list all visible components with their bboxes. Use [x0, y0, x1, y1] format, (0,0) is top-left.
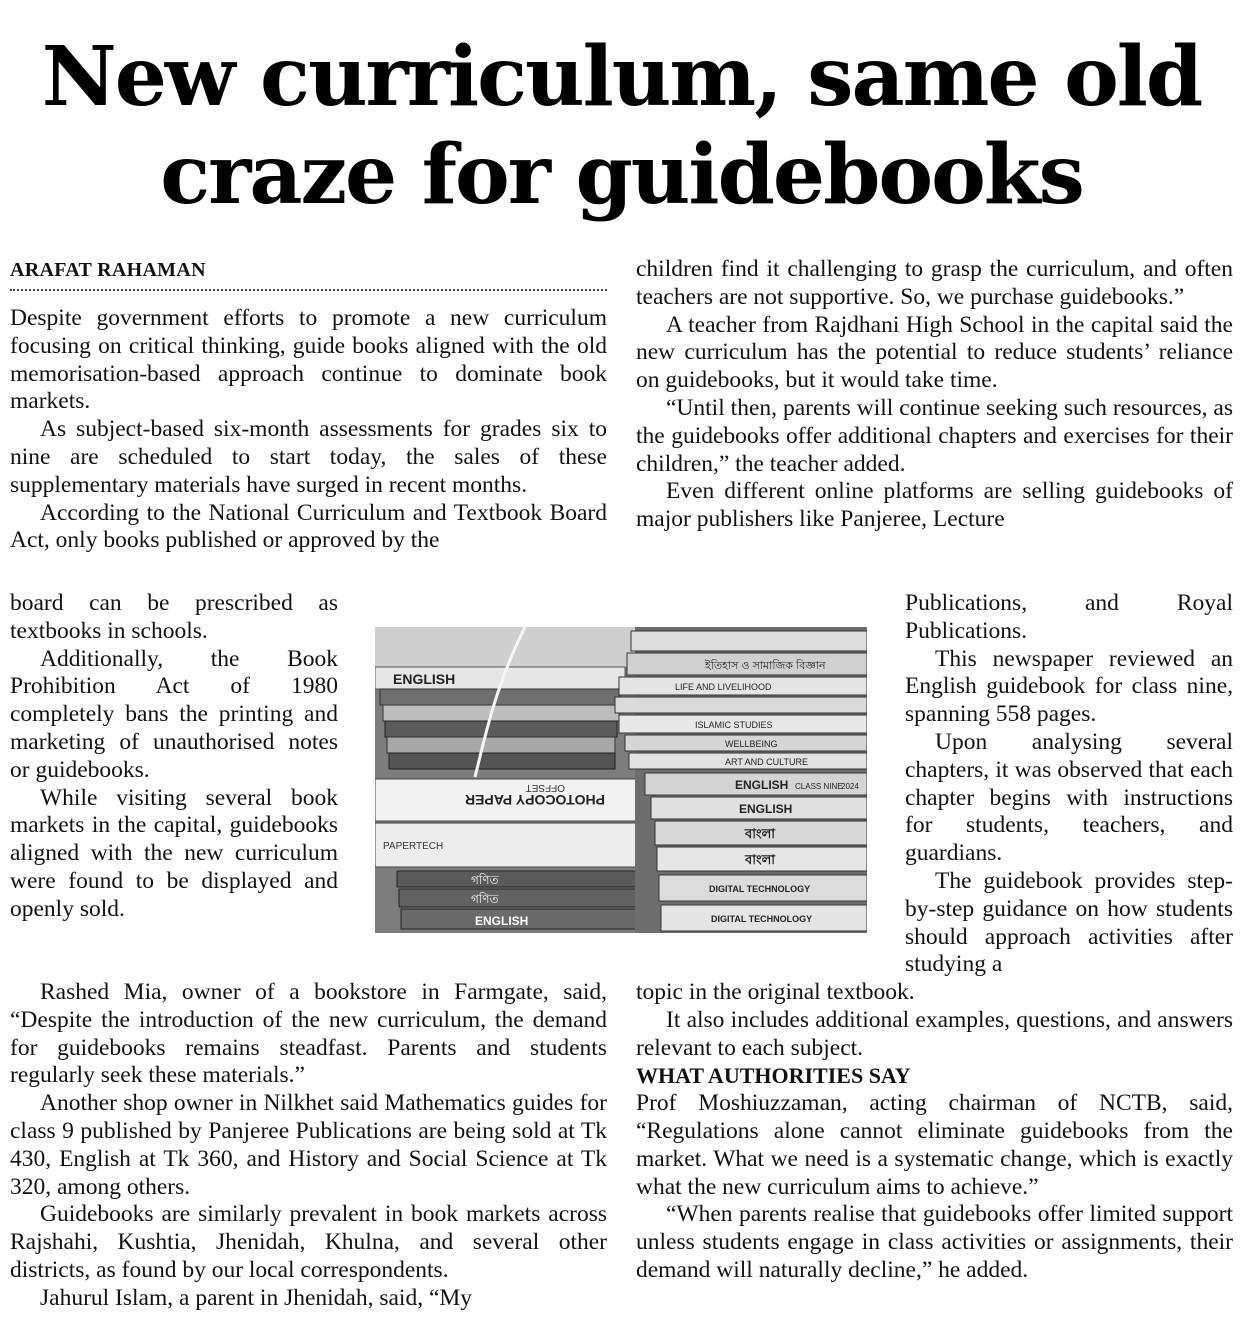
paragraph: The guidebook provides step-by-step guidance on how students should approach activities after studying a: [905, 867, 1233, 978]
book-spine-label: বাংলা: [745, 826, 776, 841]
book-spine-label: ENGLISH: [475, 914, 529, 928]
headline-line-2: craze for guidebooks: [160, 127, 1083, 223]
paragraph-continuation: board can be prescribed as textbooks in schools.: [10, 590, 338, 644]
paragraph: As subject-based six-month assessments for grades six to nine are scheduled to start today, the sales of these supplementary materials have surged in recent months.: [10, 416, 607, 498]
paragraph: A teacher from Rajdhani High School in the capital said the new curriculum has the potential to reduce students’ reliance on guidebooks, but it would take time.: [636, 311, 1233, 394]
book-spine-label: LIFE AND LIVELIHOOD: [675, 682, 772, 692]
column-1-lower: [10, 979, 607, 1313]
paragraph: “When parents realise that guidebooks offer limited support unless students engage in class activities or assignments, their demand will naturally decline,” he added.: [636, 1201, 1233, 1283]
paragraph: Even different online platforms are selling guidebooks of major publishers like Panjeree, Lecture: [636, 478, 1233, 533]
book-spine-label: ইতিহাস ও সামাজিক বিজ্ঞান: [705, 660, 826, 672]
paragraph-continuation: children find it challenging to grasp the curriculum, and often teachers are not supportive. So, we purchase guidebooks.”: [636, 256, 1233, 310]
paragraph: Prof Moshiuzzaman, acting chairman of NCTB, said, “Regulations alone cannot eliminate guidebooks from the market. What we need is a systematic change, which is exactly what the new curriculum aims to achieve.”: [636, 1090, 1233, 1200]
book-spine-tag: CLASS NINE: [795, 782, 843, 791]
ream-label: OFFSET: [525, 782, 565, 793]
right-book-stack: [615, 627, 867, 933]
column-2: [636, 256, 1233, 534]
paragraph: Guidebooks are similarly prevalent in book markets across Rajshahi, Kushtia, Jhenidah, Khulna, and several other districts, as found by our local correspondents.: [10, 1201, 607, 1283]
book-spine-label: ENGLISH: [735, 778, 789, 792]
paragraph: Upon analysing several chapters, it was observed that each chapter begins with instructions for students, teachers, and guardians.: [905, 728, 1233, 867]
paragraph: Rashed Mia, owner of a bookstore in Farmgate, said, “Despite the introduction of the new curriculum, the demand for guidebooks remains steadfast. Parents and students regularly seek these materials.”: [10, 979, 607, 1089]
book-spine-label: DIGITAL TECHNOLOGY: [709, 884, 811, 894]
column-2-lower: [636, 979, 1233, 1285]
paragraph: Additionally, the Book Prohibition Act of 1980 completely bans the printing and marketing of unauthorised notes or guidebooks.: [10, 645, 338, 783]
book-spine-label: গণিত: [471, 892, 499, 906]
paragraph: While visiting several book markets in the capital, guidebooks aligned with the new curriculum were found to be displayed and openly sold.: [10, 784, 338, 922]
book-spine-label: ENGLISH: [739, 802, 793, 816]
paragraph: According to the National Curriculum and Textbook Board Act, only books published or approved by the: [10, 499, 607, 554]
byline: ARAFAT RAHAMAN: [10, 259, 206, 281]
paragraph-continuation: topic in the original textbook.: [636, 979, 915, 1005]
byline-divider: [10, 289, 607, 291]
book-spine-label: ART AND CULTURE: [725, 757, 809, 767]
left-book-stack: [375, 667, 637, 929]
book-spine-label: ISLAMIC STUDIES: [695, 720, 773, 730]
intro-paragraph: Despite government efforts to promote a new curriculum focusing on critical thinking, guide books aligned with the old memorisation-based approach continue to dominate book markets.: [10, 305, 607, 415]
section-subhead: WHAT AUTHORITIES SAY: [636, 1063, 911, 1089]
book-spine-label: DIGITAL TECHNOLOGY: [711, 914, 813, 924]
paragraph: “Until then, parents will continue seeking such resources, as the guidebooks offer additional chapters and exercises for their children,” the teacher added.: [636, 394, 1233, 477]
headline: [0, 28, 1243, 224]
headline-line-1: New curriculum, same old: [41, 29, 1202, 125]
column-1: [10, 257, 607, 555]
paragraph: Another shop owner in Nilkhet said Mathematics guides for class 9 published by Panjeree Publications are being sold at Tk 430, English at Tk 360, and History and Social Science at Tk 320, among others.: [10, 1090, 607, 1200]
paragraph: It also includes additional examples, questions, and answers relevant to each subject.: [636, 1006, 1233, 1061]
paragraph: Jahurul Islam, a parent in Jhenidah, said, “My: [40, 1284, 473, 1311]
book-spine-label: ENGLISH: [393, 671, 456, 687]
column-2-narrow: [905, 590, 1233, 979]
paragraph: This newspaper reviewed an English guidebook for class nine, spanning 558 pages.: [905, 645, 1233, 728]
book-spine-label: WELLBEING: [725, 739, 778, 749]
ream-label: PAPERTECH: [383, 841, 444, 852]
paragraph-continuation: Publications, and Royal Publications.: [905, 590, 1233, 644]
book-spine-year: 2024: [841, 782, 859, 791]
book-spine-label: বাংলা: [745, 852, 776, 867]
column-1-narrow: [10, 590, 338, 924]
guidebooks-photo: [375, 627, 867, 933]
ream-label: PHOTOCOPY PAPER: [464, 792, 605, 808]
book-spine-label: গণিত: [471, 873, 499, 887]
